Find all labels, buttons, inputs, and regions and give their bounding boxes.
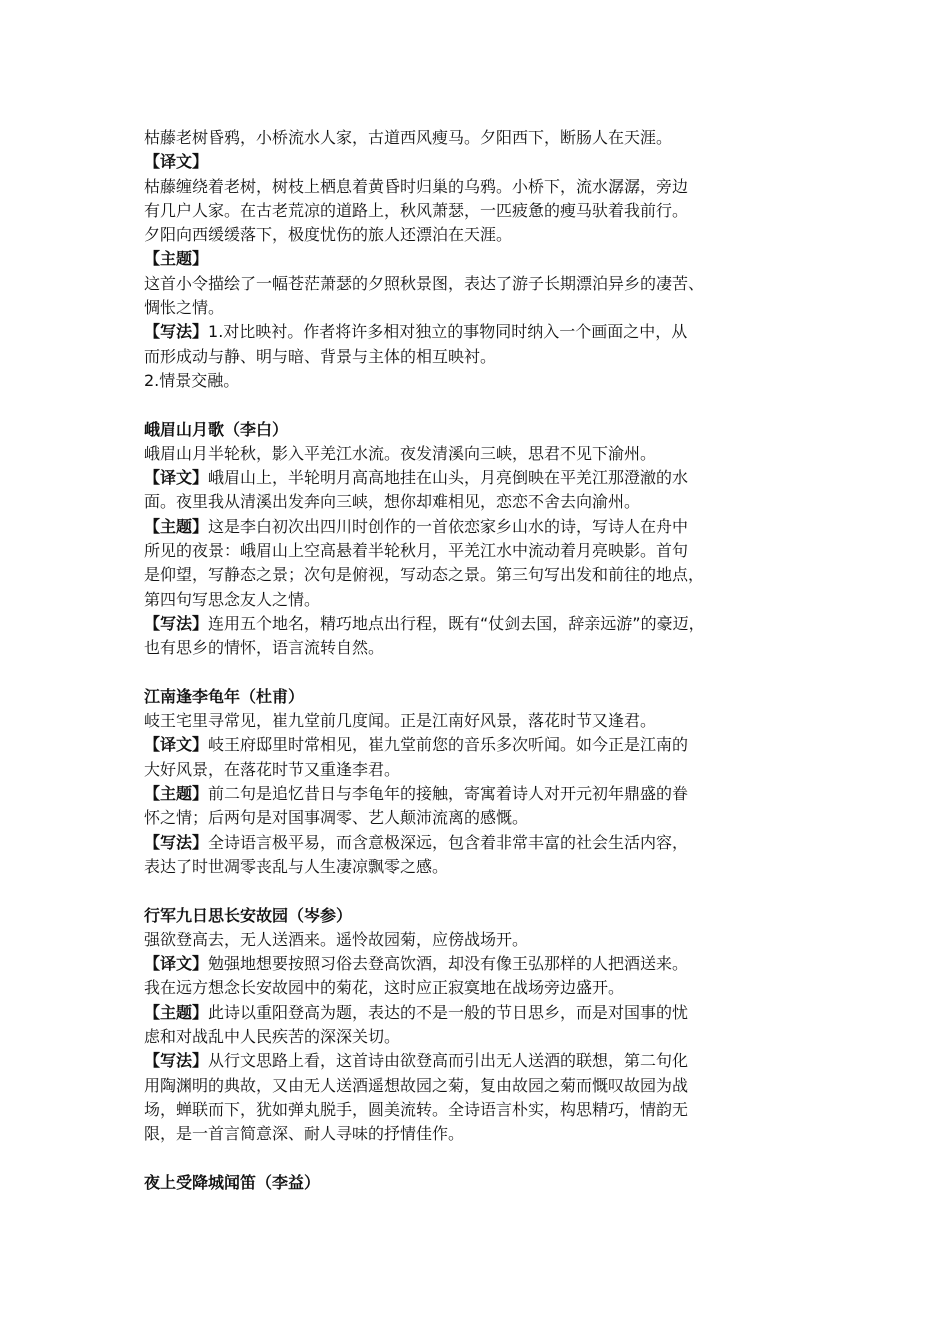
- poem-section: [144, 685, 830, 879]
- text-line: [144, 709, 830, 733]
- line-text: 勉强地想要按照习俗去登高饮酒，却没有像王弘那样的人把酒送来。: [208, 954, 689, 974]
- line-text: 枯藤老树昏鸦，小桥流水人家，古道西风瘦马。夕阳西下，断肠人在天涯。: [144, 128, 673, 147]
- poem-section: [144, 418, 830, 661]
- text-line: [144, 1098, 830, 1122]
- line-text: 有几户人家。在古老荒凉的道路上，秋风萧瑟，一匹疲惫的瘦马驮着我前行。: [144, 200, 689, 220]
- line-text: 夕阳向西缓缓落下，极度忧伤的旅人还漂泊在天涯。: [144, 225, 513, 245]
- section-label: 【译文】: [144, 954, 209, 974]
- text-line: [144, 636, 830, 660]
- text-line: [144, 831, 830, 855]
- line-text: 全诗语言极平易，而含意极深远，包含着非常丰富的社会生活内容，: [208, 832, 689, 852]
- section-label: 【主题】: [144, 249, 209, 269]
- line-text: 峨眉山月半轮秋，影入平羌江水流。夜发清溪向三峡，思君不见下渝州。: [144, 443, 657, 463]
- text-line: [144, 928, 830, 952]
- line-text: 这是李白初次出四川时创作的一首依恋家乡山水的诗，写诗人在舟中: [208, 516, 689, 536]
- text-line: [144, 150, 830, 174]
- section-gap: [144, 879, 830, 903]
- text-line: [144, 442, 830, 466]
- line-text: 而形成动与静、明与暗、背景与主体的相互映衬。: [144, 346, 497, 366]
- line-text: 惆怅之情。: [144, 298, 225, 318]
- text-line: [144, 1074, 830, 1098]
- text-line: [144, 126, 830, 150]
- text-line: [144, 1122, 830, 1146]
- poem-title: 夜上受降城闻笛（李益）: [144, 1172, 321, 1192]
- section-label: 【主题】: [144, 784, 209, 804]
- text-line: [144, 466, 830, 490]
- text-line: [144, 1049, 830, 1073]
- text-line: [144, 612, 830, 636]
- poem-title: 江南逢李龟年（杜甫）: [144, 686, 305, 706]
- text-line: [144, 782, 830, 806]
- section-label: 【写法】: [144, 322, 209, 342]
- text-line: [144, 272, 830, 296]
- section-label: 【写法】: [144, 832, 209, 852]
- text-line: [144, 296, 830, 320]
- line-text: 面。夜里我从清溪出发奔向三峡，想你却难相见，恋恋不舍去向渝州。: [144, 492, 641, 512]
- poem-title: 峨眉山月歌（李白）: [144, 419, 289, 439]
- text-line: [144, 806, 830, 830]
- line-text: 是仰望，写静态之景；次句是俯视，写动态之景。第三句写出发和前往的地点，: [144, 565, 705, 585]
- text-line: [144, 515, 830, 539]
- poem-section: [144, 1171, 830, 1195]
- poem-title: 行军九日思长安故园（岑参）: [144, 905, 353, 925]
- poem-section: [144, 126, 830, 393]
- line-text: 这首小令描绘了一幅苍茫萧瑟的夕照秋景图，表达了游子长期漂泊异乡的凄苦、: [144, 273, 705, 293]
- section-label: 【写法】: [144, 613, 209, 633]
- text-line: [144, 490, 830, 514]
- text-line: [144, 1025, 830, 1049]
- line-text: 枯藤缠绕着老树，树枝上栖息着黄昏时归巢的乌鸦。小桥下，流水潺潺，旁边: [144, 176, 689, 196]
- text-line: [144, 952, 830, 976]
- line-text: 强欲登高去，无人送酒来。遥怜故园菊，应傍战场开。: [144, 929, 529, 949]
- line-text: 限，是一首言简意深、耐人寻味的抒情佳作。: [144, 1124, 465, 1144]
- section-label: 【主题】: [144, 1002, 209, 1022]
- text-line: [144, 563, 830, 587]
- line-text: 前二句是追忆昔日与李龟年的接触，寄寓着诗人对开元初年鼎盛的眷: [208, 784, 689, 804]
- section-label: 【主题】: [144, 516, 209, 536]
- section-label: 【译文】: [144, 152, 209, 172]
- line-text: 岐王府邸里时常相见，崔九堂前您的音乐多次听闻。如今正是江南的: [208, 735, 689, 755]
- text-line: [144, 758, 830, 782]
- text-line: [144, 1001, 830, 1025]
- line-text: 场，蝉联而下，犹如弹丸脱手，圆美流转。全诗语言朴实，构思精巧，情韵无: [144, 1099, 689, 1119]
- line-text: 大好风景，在落花时节又重逢李君。: [144, 759, 401, 779]
- line-text: 虑和对战乱中人民疾苦的深深关切。: [144, 1026, 401, 1046]
- line-text: 用陶渊明的典故，又由无人送酒遥想故园之菊，复由故园之菊而慨叹故园为战: [144, 1075, 689, 1095]
- section-gap: [144, 393, 830, 417]
- text-line: [144, 223, 830, 247]
- text-line: [144, 175, 830, 199]
- text-line: [144, 247, 830, 271]
- line-text: 表达了时世凋零丧乱与人生凄凉飘零之感。: [144, 856, 449, 876]
- text-line: [144, 369, 830, 393]
- section-gap: [144, 661, 830, 685]
- line-text: 第四句写思念友人之情。: [144, 589, 321, 609]
- line-text: 1.对比映衬。作者将许多相对独立的事物同时纳入一个画面之中，从: [208, 322, 688, 342]
- line-text: 所见的夜景：峨眉山上空高悬着半轮秋月，平羌江水中流动着月亮映影。首句: [144, 541, 689, 561]
- poem-section: [144, 904, 830, 1147]
- section-label: 【译文】: [144, 735, 209, 755]
- line-text: 也有思乡的情怀，语言流转自然。: [144, 638, 385, 658]
- text-line: [144, 345, 830, 369]
- text-line: [144, 733, 830, 757]
- line-text: 怀之情；后两句是对国事凋零、艺人颠沛流离的感慨。: [144, 808, 529, 828]
- text-line: [144, 855, 830, 879]
- line-text: 此诗以重阳登高为题，表达的不是一般的节日思乡，而是对国事的忧: [208, 1002, 689, 1022]
- line-text: 峨眉山上，半轮明月高高地挂在山头，月亮倒映在平羌江那澄澈的水: [208, 468, 689, 488]
- text-line: [144, 976, 830, 1000]
- line-text: 连用五个地名，精巧地点出行程，既有“仗剑去国，辞亲远游”的豪迈，: [208, 613, 705, 633]
- text-line: [144, 199, 830, 223]
- section-label: 【译文】: [144, 468, 209, 488]
- line-text: 我在远方想念长安故园中的菊花，这时应正寂寞地在战场旁边盛开。: [144, 978, 625, 998]
- line-text: 2.情景交融。: [144, 370, 240, 390]
- text-line: [144, 588, 830, 612]
- section-gap: [144, 1146, 830, 1170]
- text-line: [144, 539, 830, 563]
- line-text: 岐王宅里寻常见，崔九堂前几度闻。正是江南好风景，落花时节又逢君。: [144, 711, 657, 731]
- section-label: 【写法】: [144, 1051, 209, 1071]
- line-text: 从行文思路上看，这首诗由欲登高而引出无人送酒的联想，第二句化: [208, 1051, 689, 1071]
- text-line: [144, 320, 830, 344]
